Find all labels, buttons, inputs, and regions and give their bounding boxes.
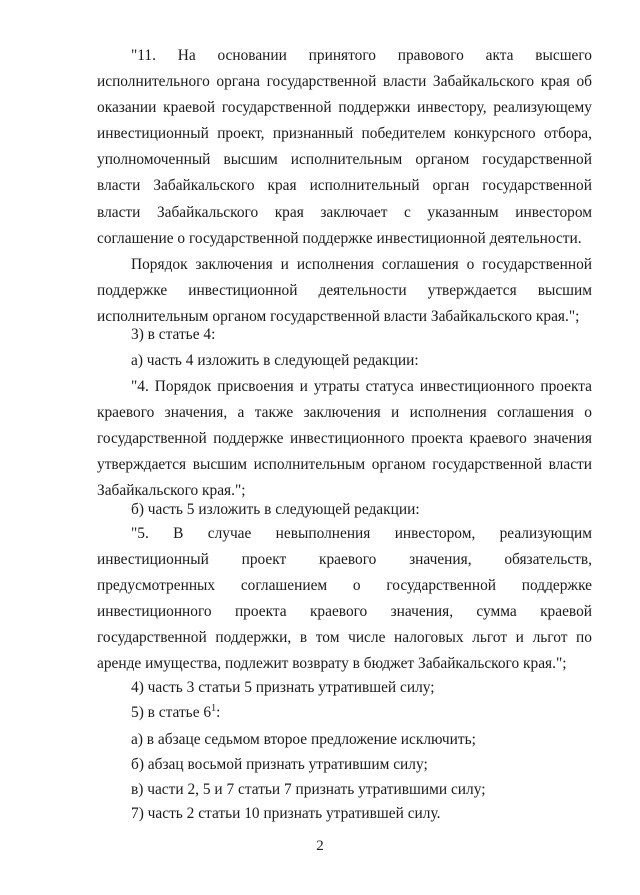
article-6-label: 5) в статье 6 bbox=[131, 704, 212, 721]
list-item-article-6-1 bbox=[131, 700, 220, 726]
list-item-article-4: 3) в статье 4: bbox=[131, 326, 216, 343]
paragraph-part-4-text: "4. Порядок присвоения и утраты статуса инвестиционного проекта краевого значения, а также заключения и исполнения соглашения о государственной поддержке инвестиционного проекта краевого значения утверждается высшим исполнительным органом государственной власти Забайкальского края."; bbox=[97, 378, 592, 500]
list-item-part-5: б) часть 5 изложить в следующей редакции: bbox=[131, 501, 420, 518]
list-item-article-5: 4) часть 3 статьи 5 признать утратившей силу; bbox=[131, 679, 435, 696]
page-number: 2 bbox=[316, 838, 324, 854]
paragraph-procedure: Порядок заключения и исполнения соглашения о государственной поддержке инвестиционной деятельности утверждается высшим исполнительным органом государственной власти Забайкальского края."; bbox=[97, 256, 592, 326]
list-item-article-10: 7) часть 2 статьи 10 признать утратившей силу. bbox=[131, 805, 441, 822]
article-superscript: 1 bbox=[211, 703, 217, 714]
paragraph-part-5-text: "5. В случае невыполнения инвестором, реализующим инвестиционный проект краевого значения, обязательств, предусмотренных соглашением о государственной поддержке инвестиционного проекта краевого значения, сумма краевой государственной поддержки, в том числе налоговых льгот и льгот по аренде имущества, подлежит возврату в бюджет Забайкальского края."; bbox=[97, 525, 592, 673]
list-item-part-4: а) часть 4 изложить в следующей редакции: bbox=[131, 352, 419, 369]
article-suffix: : bbox=[216, 704, 221, 721]
paragraph-11: "11. На основании принятого правового акта высшего исполнительного органа государственной власти Забайкальского края об оказании краевой государственной поддержки инвестору, реализующему инвестиционный проект, признанный победителем конкурсного отбора, уполномоченный высшим исполнительным органом государственной власти Забайкальского края исполнительный орган государственной власти Забайкальского края заключает с указанным инвестором соглашение о государственной поддержке инвестиционной деятельности. bbox=[97, 47, 592, 247]
list-item-paragraph-8: б) абзац восьмой признать утратившим силу; bbox=[131, 756, 428, 773]
list-item-paragraph-7: а) в абзаце седьмом второе предложение исключить; bbox=[131, 731, 476, 748]
list-item-article-7: в) части 2, 5 и 7 статьи 7 признать утратившими силу; bbox=[131, 781, 486, 798]
